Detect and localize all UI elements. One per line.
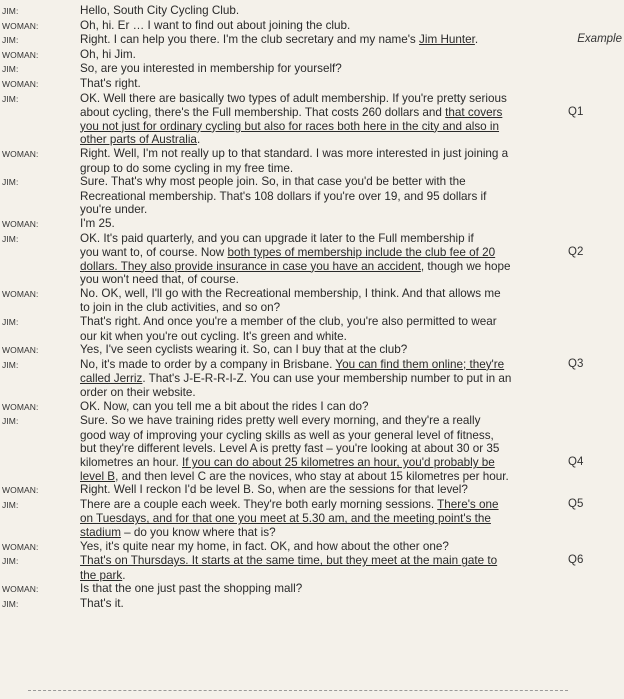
question-marker: Q5 — [568, 497, 584, 510]
transcript-line — [0, 147, 624, 162]
dialogue-text — [80, 470, 565, 484]
transcript-line — [0, 217, 624, 232]
transcript-line — [0, 301, 624, 315]
dialogue-text — [80, 540, 565, 555]
speaker-label — [0, 246, 80, 260]
transcript-line — [0, 414, 624, 429]
transcript-line — [0, 77, 624, 92]
speaker-label — [0, 386, 80, 400]
text-run: group to do some cycling in my free time. — [80, 161, 294, 175]
transcript-line — [0, 498, 624, 513]
text-run: Is that the one just past the shopping mall? — [80, 582, 303, 596]
transcript-line — [0, 554, 624, 569]
text-run: you're under. — [80, 203, 148, 217]
speaker-label — [0, 569, 80, 583]
dialogue-text — [80, 358, 565, 373]
text-run: . That's J-E-R-R-I-Z. You can use your membership number to put in an — [142, 372, 512, 386]
transcript-line — [0, 540, 624, 555]
answer-underline: stadium — [80, 525, 121, 539]
text-run: order on their website. — [80, 386, 196, 400]
dialogue-text — [80, 4, 565, 19]
speaker-label: WOMAN: — [2, 288, 39, 299]
text-run: Sure. That's why most people join. So, in that case you'd be better with the — [80, 175, 466, 189]
dialogue-text — [80, 483, 565, 498]
transcript-line — [0, 456, 624, 470]
speaker-label — [0, 470, 80, 484]
transcript-line — [0, 62, 624, 77]
dialogue-text — [80, 498, 565, 513]
text-run: you won't need that, of course. — [80, 273, 239, 287]
transcript-line — [0, 48, 624, 63]
speaker-label — [0, 260, 80, 274]
question-marker: Q4 — [568, 456, 584, 468]
transcript-line — [0, 400, 624, 415]
speaker-label: JIM: — [2, 359, 19, 370]
transcript-line — [0, 386, 624, 400]
transcript-line — [0, 232, 624, 247]
dialogue-text — [80, 582, 565, 597]
speaker-label — [0, 120, 80, 134]
dialogue-text — [80, 260, 565, 274]
dialogue-text — [80, 512, 565, 526]
speaker-label — [0, 512, 80, 526]
dialogue-text — [80, 203, 565, 217]
text-run: about cycling, there's the Full membership. That costs 260 dollars and — [80, 106, 446, 120]
text-run: Sure. So we have training rides pretty well every morning, and they're a really — [80, 414, 481, 428]
transcript-line — [0, 358, 624, 373]
transcript-line — [0, 273, 624, 287]
transcript-line — [0, 372, 624, 386]
dialogue-text — [80, 526, 565, 540]
speaker-label — [0, 330, 80, 344]
transcript-line — [0, 203, 624, 217]
dialogue-text — [80, 301, 565, 315]
transcript-line — [0, 92, 624, 107]
text-run: kilometres an hour. — [80, 456, 182, 469]
dialogue-text — [80, 456, 565, 470]
dialogue-text — [80, 442, 565, 456]
dialogue-text — [80, 133, 565, 147]
text-run: Right. I can help you there. I'm the club secretary and my name's — [80, 33, 420, 47]
transcript-line — [0, 330, 624, 344]
text-run: . — [122, 568, 126, 582]
speaker-label — [0, 456, 80, 470]
text-run: to join in the club activities, and so on? — [80, 301, 281, 315]
answer-underline: the park — [80, 568, 123, 582]
answer-underline: You can find them online; they're — [335, 357, 505, 371]
text-run: That's right. And once you're a member of the club, you're also permitted to wear — [80, 315, 497, 329]
speaker-label: JIM: — [2, 177, 19, 188]
answer-underline: There's one — [437, 497, 499, 511]
transcript-line — [0, 569, 624, 583]
text-run: . — [474, 33, 479, 47]
speaker-label: JIM: — [2, 416, 19, 427]
dialogue-text — [80, 273, 565, 287]
transcript-line — [0, 315, 624, 330]
speaker-label: WOMAN: — [2, 345, 39, 356]
text-run: but they're different levels. Level A is pretty fast – you're looking at about 30 or 35 — [80, 442, 500, 456]
question-marker: Q6 — [568, 554, 584, 567]
dialogue-text — [80, 429, 565, 443]
dialogue-text — [80, 217, 565, 232]
speaker-label: JIM: — [2, 64, 19, 75]
speaker-label: WOMAN: — [2, 584, 39, 595]
dialogue-text — [80, 147, 565, 162]
speaker-label: WOMAN: — [2, 401, 39, 412]
dialogue-text — [80, 414, 565, 429]
text-run: That's it. — [80, 596, 124, 610]
answer-underline: on Tuesdays, and for that one you meet at 5.30 am, and the meeting point's the — [80, 512, 491, 526]
speaker-label: WOMAN: — [2, 49, 39, 60]
speaker-label: JIM: — [2, 598, 19, 609]
transcript-line — [0, 19, 624, 34]
answer-underline: you not just for ordinary cycling but also for races both here in the city and also in — [80, 119, 500, 133]
speaker-label: JIM: — [2, 233, 19, 244]
dialogue-text — [80, 246, 565, 260]
transcript-line — [0, 162, 624, 176]
text-run: Yes, I've seen cyclists wearing it. So, can I buy that at the club? — [80, 343, 408, 357]
answer-underline: That's on Thursdays. It starts at the same time, but they meet at the main gate to — [80, 554, 498, 568]
text-run: Oh, hi. Er … I want to find out about joining the club. — [80, 18, 351, 32]
text-run: Right. Well, I'm not really up to that standard. I was more interested in just joining a — [80, 146, 509, 160]
transcript — [0, 4, 624, 612]
dialogue-text — [80, 315, 565, 330]
speaker-label: WOMAN: — [2, 485, 39, 496]
transcript-line — [0, 429, 624, 443]
speaker-label: WOMAN: — [2, 148, 39, 159]
speaker-label — [0, 273, 80, 287]
speaker-label: WOMAN: — [2, 78, 39, 89]
transcript-line — [0, 512, 624, 526]
dialogue-text — [80, 569, 565, 583]
speaker-label: WOMAN: — [2, 541, 39, 552]
speaker-label — [0, 162, 80, 176]
speaker-label — [0, 301, 80, 315]
text-run: Right. Well I reckon I'd be level B. So, when are the sessions for that level? — [80, 483, 468, 497]
text-run: So, are you interested in membership for yourself? — [80, 62, 342, 76]
transcript-line — [0, 582, 624, 597]
dialogue-text — [80, 106, 565, 120]
dialogue-text — [80, 190, 565, 204]
speaker-label: JIM: — [2, 93, 19, 104]
transcript-line — [0, 470, 624, 484]
transcript-line — [0, 106, 624, 120]
dialogue-text — [80, 120, 565, 134]
speaker-label: JIM: — [2, 556, 19, 567]
page-divider — [28, 690, 568, 691]
dialogue-text — [80, 232, 565, 247]
dialogue-text — [80, 33, 565, 48]
transcript-line — [0, 120, 624, 134]
question-marker: Q3 — [568, 357, 584, 370]
transcript-line — [0, 260, 624, 274]
dialogue-text — [80, 372, 565, 386]
answer-underline: called Jerriz — [80, 372, 143, 386]
answer-underline: Jim Hunter — [419, 33, 475, 47]
transcript-line — [0, 442, 624, 456]
answer-underline: dollars. They also provide insurance in case you have an accident — [80, 259, 421, 273]
dialogue-text — [80, 62, 565, 77]
answer-underline: both types of membership include the club fee of 20 — [227, 246, 496, 260]
answer-underline: other parts of Australia — [80, 133, 197, 147]
question-marker: Q1 — [568, 106, 584, 119]
dialogue-text — [80, 77, 565, 92]
speaker-label — [0, 106, 80, 120]
transcript-line — [0, 4, 624, 19]
text-run: No. OK, well, I'll go with the Recreational membership, I think. And that allows me — [80, 286, 501, 300]
question-marker: Example — [577, 33, 622, 46]
transcript-line — [0, 133, 624, 147]
speaker-label: JIM: — [2, 317, 19, 328]
speaker-label — [0, 442, 80, 456]
text-run: OK. Well there are basically two types of adult membership. If you're pretty serious — [80, 91, 507, 105]
transcript-line — [0, 597, 624, 612]
text-run: Oh, hi Jim. — [80, 47, 136, 61]
transcript-line — [0, 343, 624, 358]
transcript-line — [0, 246, 624, 260]
text-run: Recreational membership. That's 108 dollars if you're over 19, and 95 dollars if — [80, 189, 487, 203]
text-run: Yes, it's quite near my home, in fact. OK, and how about the other one? — [80, 539, 449, 553]
dialogue-text — [80, 597, 565, 612]
text-run: OK. It's paid quarterly, and you can upgrade it later to the Full membership if — [80, 231, 474, 245]
text-run: , and then level C are the novices, who stay at about 15 kilometres per hour. — [115, 469, 509, 483]
text-run: our kit when you're out cycling. It's green and white. — [80, 329, 347, 343]
dialogue-text — [80, 343, 565, 358]
dialogue-text — [80, 175, 565, 190]
speaker-label: JIM: — [2, 35, 19, 46]
text-run: Hello, South City Cycling Club. — [80, 4, 240, 17]
text-run: . — [196, 133, 201, 147]
dialogue-text — [80, 48, 565, 63]
answer-underline: that covers — [445, 106, 503, 120]
dialogue-text — [80, 400, 565, 415]
transcript-line — [0, 190, 624, 204]
answer-underline: If you can do about 25 kilometres an hour, you'd probably be — [182, 456, 495, 469]
dialogue-text — [80, 162, 565, 176]
speaker-label — [0, 133, 80, 147]
speaker-label — [0, 372, 80, 386]
speaker-label — [0, 203, 80, 217]
text-run: you want to, of course. Now — [80, 246, 228, 260]
text-run: OK. Now, can you tell me a bit about the rides I can do? — [80, 399, 369, 413]
text-run: That's right. — [80, 76, 141, 90]
dialogue-text — [80, 330, 565, 344]
text-run: , though we hope — [420, 259, 511, 273]
text-run: good way of improving your cycling skills as well as your general level of fitness, — [80, 428, 494, 442]
speaker-label: JIM: — [2, 6, 19, 16]
speaker-label: WOMAN: — [2, 218, 39, 229]
speaker-label: WOMAN: — [2, 20, 39, 31]
text-run: I'm 25. — [80, 216, 115, 230]
text-run: No, it's made to order by a company in Brisbane. — [80, 357, 336, 371]
question-marker: Q2 — [568, 246, 584, 259]
dialogue-text — [80, 287, 565, 302]
speaker-label: JIM: — [2, 499, 19, 510]
speaker-label — [0, 429, 80, 443]
text-run: – do you know where that is? — [120, 525, 276, 539]
dialogue-text — [80, 386, 565, 400]
speaker-label — [0, 526, 80, 540]
speaker-label — [0, 190, 80, 204]
dialogue-text — [80, 92, 565, 107]
transcript-line — [0, 175, 624, 190]
dialogue-text — [80, 19, 565, 34]
transcript-line — [0, 33, 624, 48]
answer-underline: level B — [80, 469, 116, 483]
transcript-line — [0, 287, 624, 302]
text-run: There are a couple each week. They're both early morning sessions. — [80, 497, 438, 511]
dialogue-text — [80, 554, 565, 569]
transcript-line — [0, 526, 624, 540]
transcript-line — [0, 483, 624, 498]
